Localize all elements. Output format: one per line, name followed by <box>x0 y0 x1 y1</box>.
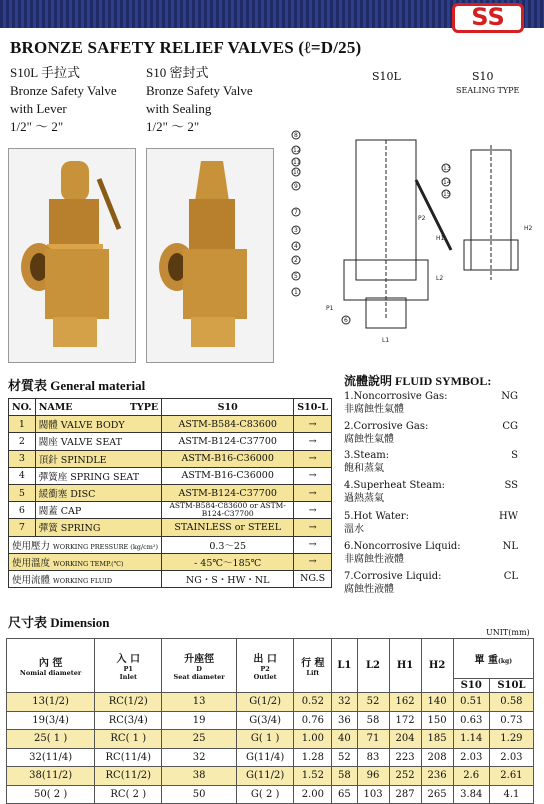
material-heading: 材質表 General material <box>8 378 146 393</box>
col-outlet-label: 出 口 <box>253 654 277 665</box>
table-cell: 32 <box>332 693 357 712</box>
product-s10-caption <box>146 64 253 136</box>
fluid-label: 使用流體 <box>12 574 51 586</box>
fluid-item <box>344 570 534 596</box>
dim-label: H2 <box>524 225 533 232</box>
part-number: 13 <box>443 165 451 172</box>
temp-label: 使用溫度 <box>12 557 51 569</box>
temp-label-en: WORKING TEMP.(℃) <box>53 559 124 568</box>
material-row <box>9 416 332 433</box>
fluid-code: S <box>511 450 518 461</box>
col-type-label: TYPE <box>129 401 159 413</box>
table-cell: 19 <box>162 711 237 730</box>
table-row <box>7 748 534 767</box>
table-cell: 52 <box>357 693 389 712</box>
part-number: 15 <box>443 191 451 198</box>
material-row <box>9 484 332 501</box>
part-number: 2 <box>294 257 298 264</box>
table-cell: 25 <box>162 730 237 749</box>
col-weight-label: 單 重 <box>474 655 499 666</box>
material-table <box>8 398 332 588</box>
table-cell: G(11/4) <box>236 748 294 767</box>
table-cell: 236 <box>421 767 453 786</box>
row-name: 閥體 VALVE BODY <box>35 416 161 433</box>
table-cell: RC( 2 ) <box>95 785 162 804</box>
cross-section-diagram <box>286 120 536 350</box>
col-inlet-en: Inlet <box>119 673 137 681</box>
product-model: S10L 手拉式 <box>10 65 80 80</box>
dimension-heading: 尺寸表 Dimension <box>8 615 110 630</box>
table-cell: 172 <box>389 711 421 730</box>
diagram-label-s10l: S10L <box>372 70 401 83</box>
valve-photo-s10 <box>146 148 274 363</box>
row-spec: ASTM-B16-C36000 <box>162 467 294 484</box>
unit-label: UNIT(mm) <box>486 628 530 637</box>
material-row <box>9 433 332 450</box>
table-cell: 1.00 <box>294 730 332 749</box>
dim-label: H1 <box>436 235 445 242</box>
table-cell: 0.73 <box>489 711 533 730</box>
table-cell: 19(3/4) <box>7 711 95 730</box>
row-no: 3 <box>9 450 36 467</box>
fluid-heading: 流體說明 FLUID SYMBOL: <box>344 374 492 388</box>
temp-value: - 45℃～185℃ <box>162 553 294 570</box>
dim-label: P1 <box>326 305 334 312</box>
dim-label: L2 <box>436 275 444 282</box>
table-cell: RC(11/2) <box>95 767 162 786</box>
row-s10l: → <box>294 450 332 467</box>
part-number: 4 <box>294 243 298 250</box>
col-outlet <box>236 639 294 693</box>
col-seat-en: Seat diameter <box>173 673 225 681</box>
table-cell: 140 <box>421 693 453 712</box>
part-number: 11 <box>293 159 301 166</box>
fluid-item <box>344 420 534 446</box>
fluid-item <box>344 540 534 566</box>
table-cell: 185 <box>421 730 453 749</box>
col-seat-label: 升座徑 <box>184 654 215 665</box>
row-name: 彈簧座 SPRING SEAT <box>35 467 161 484</box>
part-number: 10 <box>293 169 301 176</box>
pressure-row <box>9 536 332 553</box>
table-cell: 0.58 <box>489 693 533 712</box>
table-cell: 0.63 <box>453 711 489 730</box>
table-cell: 265 <box>421 785 453 804</box>
fluid-en: 7.Corrosive Liquid: <box>344 571 442 582</box>
fluid-zh: 飽和蒸氣 <box>344 463 384 474</box>
col-s10: S10 <box>162 399 294 416</box>
table-row <box>7 785 534 804</box>
table-cell: 58 <box>357 711 389 730</box>
col-nominal-label: 內 徑 <box>38 658 63 669</box>
fluid-zh: 腐蝕性氣體 <box>344 434 394 445</box>
fluid-zh: 腐蝕性液體 <box>344 584 394 595</box>
part-number: 5 <box>294 273 298 280</box>
product-size: 1/2" ～ 2" <box>146 119 200 134</box>
row-no: 6 <box>9 502 36 519</box>
col-s10l: S10-L <box>294 399 332 416</box>
table-cell: 252 <box>389 767 421 786</box>
col-h2: H2 <box>421 639 453 693</box>
col-lift-label: 行 程 <box>301 658 325 669</box>
ss-logo: SS <box>452 3 524 33</box>
col-inlet <box>95 639 162 693</box>
fluid-code: CG <box>502 421 518 432</box>
row-s10l: → <box>294 519 332 536</box>
table-cell: 32 <box>162 748 237 767</box>
table-cell: 1.29 <box>489 730 533 749</box>
col-lift <box>294 639 332 693</box>
row-no: 1 <box>9 416 36 433</box>
row-name: 緩衝塞 DISC <box>35 484 161 501</box>
table-cell: 162 <box>389 693 421 712</box>
table-cell: 0.76 <box>294 711 332 730</box>
col-h1: H1 <box>389 639 421 693</box>
table-cell: 223 <box>389 748 421 767</box>
table-cell: 65 <box>332 785 357 804</box>
product-model: S10 密封式 <box>146 65 209 80</box>
dim-label: L1 <box>382 337 390 344</box>
dimension-table <box>6 638 534 804</box>
fluid-en: 4.Superheat Steam: <box>344 480 446 491</box>
col-weight-s10: S10 <box>453 679 489 693</box>
row-no: 7 <box>9 519 36 536</box>
product-name: Bronze Safety Valve <box>146 83 253 98</box>
table-cell: RC( 1 ) <box>95 730 162 749</box>
fluid-zh: 非腐蝕性氣體 <box>344 404 404 415</box>
table-cell: 83 <box>357 748 389 767</box>
fluid-en: 1.Noncorrosive Gas: <box>344 391 448 402</box>
fluid-code: SS <box>504 480 518 491</box>
row-s10l: → <box>294 416 332 433</box>
fluid-item <box>344 479 534 505</box>
dimension-rows <box>7 693 534 804</box>
pressure-label-en: WORKING PRESSURE (kg/cm²) <box>53 542 159 551</box>
row-spec: ASTM-B584-C83600 or ASTM-B124-C37700 <box>162 502 294 519</box>
row-s10l: → <box>294 484 332 501</box>
part-number: 8 <box>294 132 298 139</box>
col-name <box>35 399 161 416</box>
table-cell: RC(11/4) <box>95 748 162 767</box>
diagram-label-s10: S10 <box>472 70 494 83</box>
table-cell: 1.52 <box>294 767 332 786</box>
table-cell: 32(11/4) <box>7 748 95 767</box>
table-cell: 25( 1 ) <box>7 730 95 749</box>
part-number: 9 <box>294 183 298 190</box>
table-cell: 50 <box>162 785 237 804</box>
row-s10l: → <box>294 502 332 519</box>
table-row <box>7 711 534 730</box>
product-s10l-caption <box>10 64 117 136</box>
material-row <box>9 450 332 467</box>
fluid-en: 3.Steam: <box>344 450 390 461</box>
col-l1: L1 <box>332 639 357 693</box>
table-cell: G( 2 ) <box>236 785 294 804</box>
table-cell: 208 <box>421 748 453 767</box>
table-cell: G( 1 ) <box>236 730 294 749</box>
fluid-code: CL <box>503 571 518 582</box>
table-cell: 58 <box>332 767 357 786</box>
fluid-en: 5.Hot Water: <box>344 511 409 522</box>
col-seat <box>162 639 237 693</box>
row-spec: STAINLESS or STEEL <box>162 519 294 536</box>
table-cell: 3.84 <box>453 785 489 804</box>
col-nominal <box>7 639 95 693</box>
product-name: Bronze Safety Valve <box>10 83 117 98</box>
table-cell: 13 <box>162 693 237 712</box>
table-cell: 13(1/2) <box>7 693 95 712</box>
part-number: 12 <box>293 147 301 154</box>
table-cell: 2.03 <box>489 748 533 767</box>
pressure-value: 0.3～25 <box>162 536 294 553</box>
table-cell: 38(11/2) <box>7 767 95 786</box>
col-inlet-p: P1 <box>123 665 133 673</box>
fluid-code: NG <box>501 391 518 402</box>
table-cell: 150 <box>421 711 453 730</box>
table-cell: G(3/4) <box>236 711 294 730</box>
table-cell: 287 <box>389 785 421 804</box>
row-name: 閥蓋 CAP <box>35 502 161 519</box>
diagram-label-sealing: SEALING TYPE <box>456 86 520 95</box>
table-cell: 36 <box>332 711 357 730</box>
row-spec: ASTM-B16-C36000 <box>162 450 294 467</box>
fluid-item <box>344 510 534 536</box>
table-cell: G(11/2) <box>236 767 294 786</box>
fluid-label-en: WORKING FLUID <box>53 576 113 585</box>
col-inlet-label: 入 口 <box>116 654 140 665</box>
table-cell: 71 <box>357 730 389 749</box>
product-name: with Sealing <box>146 101 212 116</box>
col-outlet-en: Outlet <box>253 673 277 681</box>
table-row <box>7 730 534 749</box>
fluid-en: 2.Corrosive Gas: <box>344 421 429 432</box>
row-no: 5 <box>9 484 36 501</box>
dim-label: P2 <box>418 215 426 222</box>
fluid-zh: 過熱蒸氣 <box>344 493 384 504</box>
fluid-item <box>344 449 534 475</box>
product-name: with Lever <box>10 101 67 116</box>
fluid-item <box>344 390 534 416</box>
row-s10l: → <box>294 433 332 450</box>
col-seat-d: D <box>196 665 202 673</box>
row-spec: ASTM-B124-C37700 <box>162 433 294 450</box>
table-row <box>7 693 534 712</box>
table-cell: 204 <box>389 730 421 749</box>
fluid-zh: 溫水 <box>344 524 364 535</box>
table-cell: 96 <box>357 767 389 786</box>
fluid-value-s10l: NG.S <box>294 570 332 587</box>
table-row <box>7 767 534 786</box>
row-no: 2 <box>9 433 36 450</box>
col-name-label: NAME <box>38 401 73 413</box>
table-cell: 52 <box>332 748 357 767</box>
table-cell: 0.51 <box>453 693 489 712</box>
fluid-code: NL <box>502 541 518 552</box>
part-number: 7 <box>294 209 298 216</box>
table-cell: 50( 2 ) <box>7 785 95 804</box>
table-cell: 2.00 <box>294 785 332 804</box>
table-cell: 38 <box>162 767 237 786</box>
part-number: 14 <box>443 179 451 186</box>
table-cell: 4.1 <box>489 785 533 804</box>
table-cell: G(1/2) <box>236 693 294 712</box>
temp-row <box>9 553 332 570</box>
part-number: 1 <box>294 289 298 296</box>
table-cell: 2.61 <box>489 767 533 786</box>
table-cell: 1.14 <box>453 730 489 749</box>
row-name: 頂針 SPINDLE <box>35 450 161 467</box>
row-name: 彈簧 SPRING <box>35 519 161 536</box>
row-s10l: → <box>294 467 332 484</box>
col-nominal-en: Nomial diameter <box>19 669 82 677</box>
col-weight <box>453 639 533 679</box>
valve-photo-s10l <box>8 148 136 363</box>
fluid-value: NG・S・HW・NL <box>162 570 294 587</box>
table-cell: 103 <box>357 785 389 804</box>
fluid-row <box>9 570 332 587</box>
table-cell: RC(1/2) <box>95 693 162 712</box>
fluid-en: 6.Noncorrosive Liquid: <box>344 541 461 552</box>
col-l2: L2 <box>357 639 389 693</box>
table-cell: 40 <box>332 730 357 749</box>
table-cell: 2.03 <box>453 748 489 767</box>
row-no: 4 <box>9 467 36 484</box>
col-no: NO. <box>9 399 36 416</box>
pressure-s10l: → <box>294 536 332 553</box>
material-row <box>9 502 332 519</box>
material-row <box>9 519 332 536</box>
table-cell: 2.6 <box>453 767 489 786</box>
row-spec: ASTM-B124-C37700 <box>162 484 294 501</box>
fluid-code: HW <box>499 511 518 522</box>
fluid-zh: 非腐蝕性液體 <box>344 554 404 565</box>
col-lift-en: Lift <box>306 669 320 677</box>
row-name: 閥座 VALVE SEAT <box>35 433 161 450</box>
table-cell: 1.28 <box>294 748 332 767</box>
row-spec: ASTM-B584-C83600 <box>162 416 294 433</box>
table-cell: RC(3/4) <box>95 711 162 730</box>
page-title: BRONZE SAFETY RELIEF VALVES (ℓ=D/25) <box>10 38 362 57</box>
col-outlet-p: P2 <box>260 665 270 673</box>
temp-s10l: → <box>294 553 332 570</box>
part-number: 6 <box>344 317 348 324</box>
material-row <box>9 467 332 484</box>
table-cell: 0.52 <box>294 693 332 712</box>
col-weight-unit: (kg) <box>498 658 513 665</box>
col-weight-s10l: S10L <box>489 679 533 693</box>
part-number: 3 <box>294 227 298 234</box>
product-size: 1/2" ～ 2" <box>10 119 64 134</box>
pressure-label: 使用壓力 <box>12 540 51 552</box>
